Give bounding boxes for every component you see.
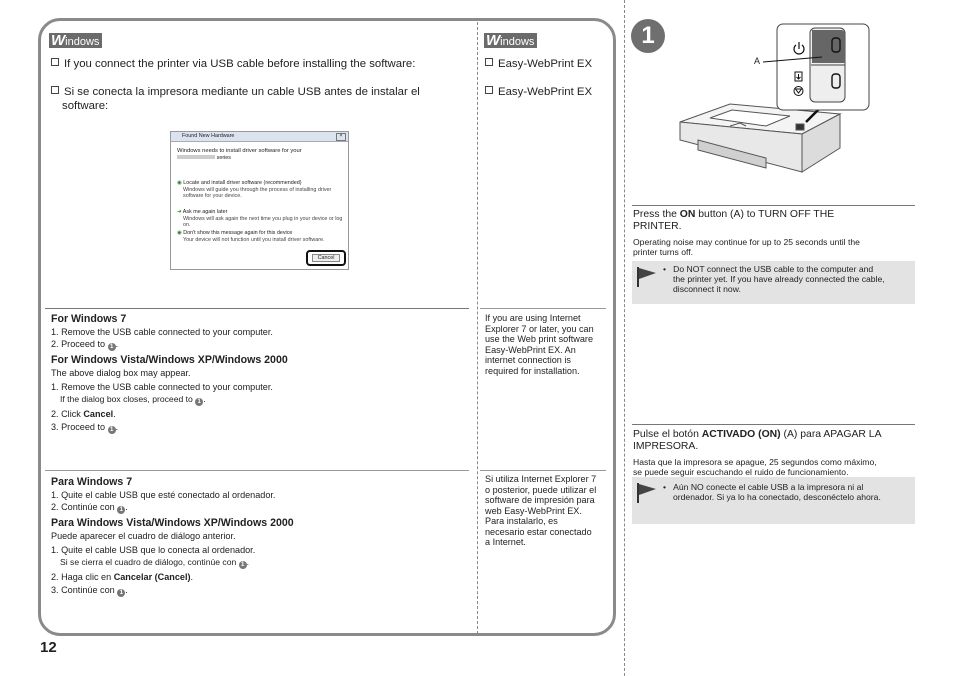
es-bullet: Si se conecta la impresora mediante un cable USB antes de instalar el software: (51, 85, 461, 113)
step-number: 1 (631, 19, 665, 53)
en-instructions: For Windows 7 1. Remove the USB cable connected to your computer. 2. Proceed to 1 . For Windows Vista/Windows XP/Windows 2000 The above dialog box may appear. 1. Remove the USB cable connected to your computer. If the dialog box closes, proceed to 1 . 2. Click Cancel. 3. Proceed to 1 . (51, 313, 288, 433)
dialog-option-dont-show: ◉ Don't show this message again for this device Your device will not function until you install driver software. (177, 230, 325, 243)
dialog-titlebar: Found New Hardware × (171, 132, 348, 142)
mid-bullet-1: Easy-WebPrint EX (485, 57, 592, 71)
page-divider (624, 0, 625, 676)
rule (480, 470, 606, 471)
dialog-option-locate: ◉ Locate and install driver software (recommended) Windows will guide you through the process of installing driver software for your device. (177, 180, 332, 199)
rule (632, 205, 915, 206)
caution-flag-icon (636, 267, 658, 287)
found-new-hardware-dialog: Found New Hardware × Windows needs to install driver software for your series ◉ Locate and install driver software (recommended) Windows will guide you through the process of installing driver software for your device. ➜ Ask me again later Windows will ask again the next time you plug in your device or log on. ◉ Don't show this message again for this device Your device will not function until you install driver software. Cancel (170, 131, 349, 270)
step-1-icon: 1 (117, 506, 125, 514)
rule (45, 470, 469, 471)
es-web-note: Si utiliza Internet Explorer 7 o posterior, puede utilizar el software de impresión para web Easy-WebPrint EX. Para instalarlo, es necesario estar conectado a Internet. (485, 474, 597, 547)
es-caution-note: • Aún NO conecte el cable USB a la impresora ni al ordenador. Si ya lo ha conectado, desconéctelo ahora. (632, 477, 915, 524)
page-number: 12 (40, 639, 57, 656)
printer-icon (680, 104, 840, 172)
step-1-icon: 1 (108, 343, 116, 351)
en-caution-note: • Do NOT connect the USB cable to the computer and the printer yet. If you have already connected the cable, disconnect it now. (632, 261, 915, 304)
rule (45, 308, 469, 309)
cancel-button[interactable]: Cancel (312, 254, 340, 262)
redacted-model (177, 155, 215, 159)
en-bullet: If you connect the printer via USB cable before installing the software: (51, 57, 461, 71)
square-bullet-icon (51, 86, 59, 94)
square-bullet-icon (485, 86, 493, 94)
square-bullet-icon (485, 58, 493, 66)
close-icon: × (336, 133, 346, 141)
panel-divider (477, 22, 478, 634)
step-1-icon: 1 (108, 426, 116, 434)
square-bullet-icon (51, 58, 59, 66)
en-web-note: If you are using Internet Explorer 7 or later, you can use the Web print software Easy-WebPrint EX. An internet connection is required for installation. (485, 313, 594, 376)
printer-illustration (670, 22, 875, 184)
rule (480, 308, 606, 309)
caution-flag-icon (636, 483, 658, 503)
mid-bullet-2: Easy-WebPrint EX (485, 85, 592, 99)
windows-badge-mid: Windows (484, 33, 537, 48)
en-power-off: Press the ON button (A) to TURN OFF THE PRINTER. Operating noise may continue for up to 25 seconds until the printer turns off. (633, 209, 860, 257)
step-1-icon: 1 (195, 398, 203, 406)
callout-a: A (754, 56, 761, 66)
control-panel-zoom (763, 24, 869, 122)
step-1-icon: 1 (239, 561, 247, 569)
es-instructions: Para Windows 7 1. Quite el cable USB que esté conectado al ordenador. 2. Continúe con 1 . Para Windows Vista/Windows XP/Windows 2000 Puede aparecer el cuadro de diálogo anterior. 1. Quite el cable USB que lo conecta al ordenador. Si se cierra el cuadro de diálogo, continúe con 1 . 2. Haga clic en Cancelar (Cancel). 3. Continúe con 1 . (51, 476, 294, 596)
step-1-icon: 1 (117, 589, 125, 597)
cancel-highlight (306, 250, 346, 266)
rule (632, 424, 915, 425)
es-power-off: Pulse el botón ACTIVADO (ON) (A) para APAGAR LA IMPRESORA. Hasta que la impresora se apague, 25 segundos como máximo, se puede seguir escuchando el ruido de funcionamiento. (633, 429, 882, 477)
windows-badge: Windows (49, 33, 102, 48)
dialog-option-ask: ➜ Ask me again later Windows will ask again the next time you plug in your device or log on. (177, 209, 343, 228)
